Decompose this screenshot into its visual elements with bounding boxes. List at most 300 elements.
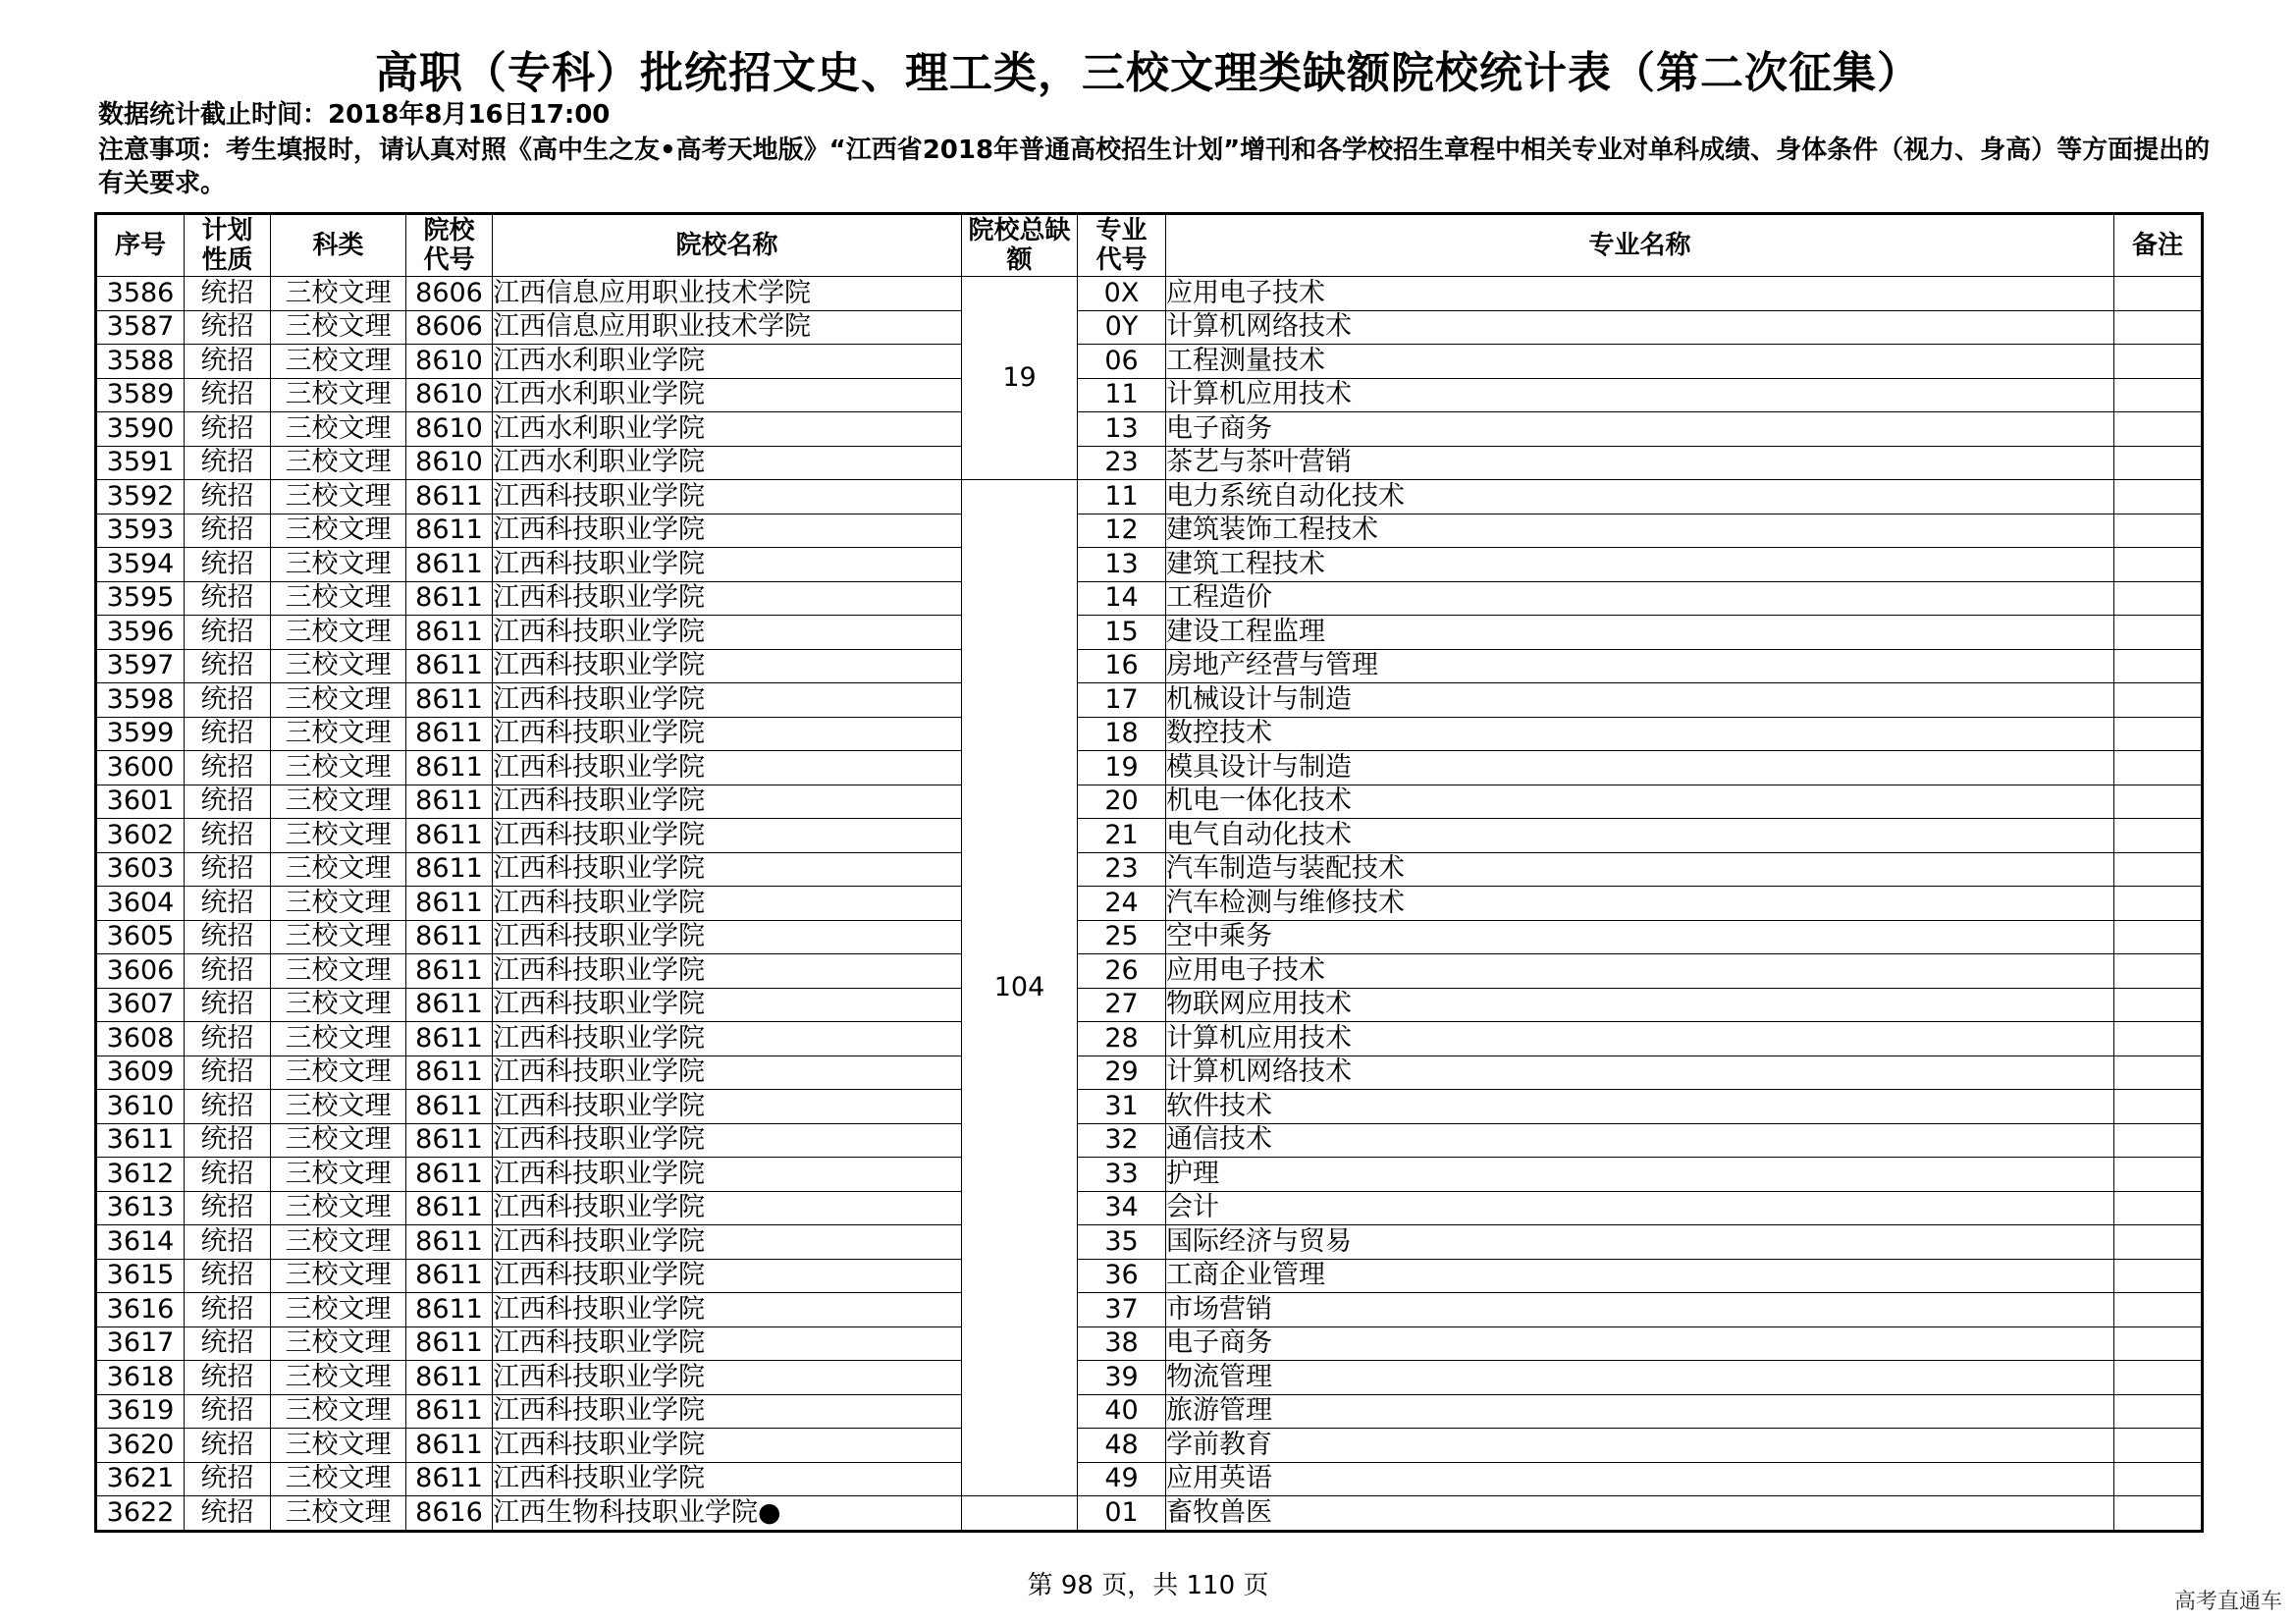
table-row xyxy=(96,1496,2203,1532)
cell-major-name: 建筑工程技术 xyxy=(1166,548,2114,582)
cell-school-name: 江西科技职业学院 xyxy=(493,1158,962,1192)
cell-note xyxy=(2114,1123,2203,1158)
table-row xyxy=(96,1462,2203,1496)
cell-plan: 统招 xyxy=(185,1191,271,1225)
table-row xyxy=(96,1123,2203,1158)
cell-school-name: 江西科技职业学院 xyxy=(493,920,962,954)
cell-major-code: 38 xyxy=(1078,1326,1166,1361)
cell-major-name: 旅游管理 xyxy=(1166,1394,2114,1429)
cell-major-code: 19 xyxy=(1078,751,1166,785)
cell-plan: 统招 xyxy=(185,1259,271,1293)
cell-school-name: 江西科技职业学院 xyxy=(493,1326,962,1361)
cell-seq: 3589 xyxy=(96,378,185,412)
cell-major-code: 36 xyxy=(1078,1259,1166,1293)
cell-school-code: 8611 xyxy=(406,581,493,616)
header-category: 科类 xyxy=(271,214,406,277)
cell-seq: 3587 xyxy=(96,310,185,345)
cell-major-code: 28 xyxy=(1078,1022,1166,1056)
cell-category: 三校文理 xyxy=(271,1191,406,1225)
cell-plan: 统招 xyxy=(185,1326,271,1361)
cell-major-code: 31 xyxy=(1078,1090,1166,1124)
table-row xyxy=(96,988,2203,1022)
cell-seq: 3592 xyxy=(96,480,185,514)
cell-plan: 统招 xyxy=(185,1429,271,1463)
cell-category: 三校文理 xyxy=(271,988,406,1022)
table-row xyxy=(96,887,2203,921)
cell-plan: 统招 xyxy=(185,1123,271,1158)
header-note: 备注 xyxy=(2114,214,2203,277)
cell-seq: 3612 xyxy=(96,1158,185,1192)
cell-school-code: 8606 xyxy=(406,277,493,311)
cell-seq: 3608 xyxy=(96,1022,185,1056)
cell-note xyxy=(2114,887,2203,921)
cell-school-name: 江西科技职业学院 xyxy=(493,751,962,785)
cell-school-code: 8610 xyxy=(406,378,493,412)
cell-plan: 统招 xyxy=(185,954,271,989)
cell-category: 三校文理 xyxy=(271,1326,406,1361)
cell-school-name: 江西科技职业学院 xyxy=(493,887,962,921)
table-row xyxy=(96,277,2203,311)
cell-major-code: 34 xyxy=(1078,1191,1166,1225)
cell-seq: 3610 xyxy=(96,1090,185,1124)
cell-major-code: 33 xyxy=(1078,1158,1166,1192)
cell-major-name: 电力系统自动化技术 xyxy=(1166,480,2114,514)
cell-category: 三校文理 xyxy=(271,1361,406,1395)
cell-seq: 3613 xyxy=(96,1191,185,1225)
cell-seq: 3591 xyxy=(96,446,185,480)
table-row xyxy=(96,649,2203,683)
cell-seq: 3593 xyxy=(96,514,185,548)
cell-plan: 统招 xyxy=(185,649,271,683)
cell-major-code: 01 xyxy=(1078,1496,1166,1532)
cell-note xyxy=(2114,1022,2203,1056)
cell-school-name: 江西科技职业学院 xyxy=(493,480,962,514)
cell-seq: 3602 xyxy=(96,819,185,853)
cell-school-code: 8610 xyxy=(406,446,493,480)
cell-note xyxy=(2114,616,2203,650)
cell-school-code: 8611 xyxy=(406,1225,493,1260)
cell-plan: 统招 xyxy=(185,345,271,379)
cell-school-code: 8611 xyxy=(406,683,493,718)
table-row xyxy=(96,1293,2203,1327)
cell-school-code: 8611 xyxy=(406,1090,493,1124)
cell-major-name: 市场营销 xyxy=(1166,1293,2114,1327)
cell-plan: 统招 xyxy=(185,480,271,514)
cell-major-name: 软件技术 xyxy=(1166,1090,2114,1124)
cell-major-code: 29 xyxy=(1078,1056,1166,1090)
cell-school-code: 8611 xyxy=(406,1429,493,1463)
cell-category: 三校文理 xyxy=(271,514,406,548)
table-row xyxy=(96,920,2203,954)
cell-plan: 统招 xyxy=(185,1293,271,1327)
table-row xyxy=(96,1056,2203,1090)
cell-note xyxy=(2114,751,2203,785)
cell-school-code: 8611 xyxy=(406,514,493,548)
cell-plan: 统招 xyxy=(185,785,271,819)
cell-total-vacancy: 19 xyxy=(962,277,1078,480)
cell-plan: 统招 xyxy=(185,310,271,345)
cell-school-name: 江西水利职业学院 xyxy=(493,345,962,379)
vacancy-table xyxy=(94,212,2204,1533)
cell-seq: 3622 xyxy=(96,1496,185,1532)
cell-seq: 3597 xyxy=(96,649,185,683)
cell-seq: 3600 xyxy=(96,751,185,785)
cell-major-name: 机械设计与制造 xyxy=(1166,683,2114,718)
cell-major-name: 通信技术 xyxy=(1166,1123,2114,1158)
cell-seq: 3588 xyxy=(96,345,185,379)
table-row xyxy=(96,1326,2203,1361)
cell-major-code: 0Y xyxy=(1078,310,1166,345)
cell-school-code: 8611 xyxy=(406,548,493,582)
cell-note xyxy=(2114,1090,2203,1124)
cell-plan: 统招 xyxy=(185,1394,271,1429)
table-row xyxy=(96,581,2203,616)
cell-seq: 3590 xyxy=(96,412,185,447)
cell-plan: 统招 xyxy=(185,988,271,1022)
page-number: 第 98 页，共 110 页 xyxy=(1027,1571,1269,1600)
header-total-vacancy: 院校总缺额 xyxy=(962,214,1078,277)
cell-school-name: 江西水利职业学院 xyxy=(493,446,962,480)
cell-school-name: 江西科技职业学院 xyxy=(493,1462,962,1496)
cell-school-code: 8611 xyxy=(406,988,493,1022)
cell-major-name: 数控技术 xyxy=(1166,717,2114,751)
table-row xyxy=(96,819,2203,853)
cell-major-name: 计算机应用技术 xyxy=(1166,378,2114,412)
cell-school-code: 8611 xyxy=(406,717,493,751)
table-row xyxy=(96,446,2203,480)
table-row xyxy=(96,954,2203,989)
table-row xyxy=(96,683,2203,718)
cell-major-code: 0X xyxy=(1078,277,1166,311)
cell-note xyxy=(2114,548,2203,582)
cell-note xyxy=(2114,1326,2203,1361)
cell-school-name: 江西科技职业学院 xyxy=(493,1293,962,1327)
cell-major-name: 应用电子技术 xyxy=(1166,277,2114,311)
cell-school-code: 8611 xyxy=(406,649,493,683)
cell-major-name: 会计 xyxy=(1166,1191,2114,1225)
cell-plan: 统招 xyxy=(185,1361,271,1395)
cell-major-name: 电气自动化技术 xyxy=(1166,819,2114,853)
cell-major-name: 茶艺与茶叶营销 xyxy=(1166,446,2114,480)
cell-major-name: 电子商务 xyxy=(1166,412,2114,447)
cell-major-name: 计算机应用技术 xyxy=(1166,1022,2114,1056)
cell-category: 三校文理 xyxy=(271,1496,406,1532)
cell-category: 三校文理 xyxy=(271,887,406,921)
table-row xyxy=(96,1158,2203,1192)
cell-category: 三校文理 xyxy=(271,581,406,616)
cell-seq: 3586 xyxy=(96,277,185,311)
cell-category: 三校文理 xyxy=(271,1022,406,1056)
cell-seq: 3605 xyxy=(96,920,185,954)
cell-seq: 3619 xyxy=(96,1394,185,1429)
cell-major-code: 16 xyxy=(1078,649,1166,683)
cell-note xyxy=(2114,683,2203,718)
header-plan: 计划性质 xyxy=(185,214,271,277)
cell-major-name: 汽车制造与装配技术 xyxy=(1166,852,2114,887)
cell-major-name: 应用电子技术 xyxy=(1166,954,2114,989)
cell-seq: 3607 xyxy=(96,988,185,1022)
cell-seq: 3606 xyxy=(96,954,185,989)
cell-category: 三校文理 xyxy=(271,1293,406,1327)
cell-major-name: 计算机网络技术 xyxy=(1166,1056,2114,1090)
cell-category: 三校文理 xyxy=(271,310,406,345)
cell-school-code: 8611 xyxy=(406,1123,493,1158)
cell-category: 三校文理 xyxy=(271,345,406,379)
table-row xyxy=(96,1259,2203,1293)
cell-school-code: 8611 xyxy=(406,1022,493,1056)
cell-major-name: 电子商务 xyxy=(1166,1326,2114,1361)
watermark: 高考直通车 xyxy=(2173,1590,2282,1614)
cell-school-name: 江西科技职业学院 xyxy=(493,548,962,582)
cell-major-code: 23 xyxy=(1078,446,1166,480)
cell-major-code: 18 xyxy=(1078,717,1166,751)
cell-school-code: 8611 xyxy=(406,819,493,853)
table-row xyxy=(96,412,2203,447)
cell-major-code: 25 xyxy=(1078,920,1166,954)
cell-plan: 统招 xyxy=(185,412,271,447)
cell-plan: 统招 xyxy=(185,1022,271,1056)
cell-major-name: 建设工程监理 xyxy=(1166,616,2114,650)
cell-note xyxy=(2114,412,2203,447)
cell-major-name: 空中乘务 xyxy=(1166,920,2114,954)
cell-school-code: 8611 xyxy=(406,1191,493,1225)
cell-note xyxy=(2114,717,2203,751)
cell-school-name: 江西科技职业学院 xyxy=(493,1123,962,1158)
cell-note xyxy=(2114,345,2203,379)
cell-plan: 统招 xyxy=(185,378,271,412)
cell-note xyxy=(2114,1293,2203,1327)
cell-seq: 3618 xyxy=(96,1361,185,1395)
cell-major-name: 畜牧兽医 xyxy=(1166,1496,2114,1532)
cell-school-code: 8610 xyxy=(406,345,493,379)
cell-school-name: 江西科技职业学院 xyxy=(493,1056,962,1090)
cell-major-name: 工程测量技术 xyxy=(1166,345,2114,379)
table-row xyxy=(96,616,2203,650)
cell-category: 三校文理 xyxy=(271,819,406,853)
cell-school-code: 8611 xyxy=(406,920,493,954)
table-row xyxy=(96,1090,2203,1124)
table-row xyxy=(96,480,2203,514)
cell-seq: 3603 xyxy=(96,852,185,887)
cell-plan: 统招 xyxy=(185,1056,271,1090)
cell-school-name: 江西科技职业学院 xyxy=(493,1191,962,1225)
cell-school-name: 江西科技职业学院 xyxy=(493,1090,962,1124)
cell-major-name: 应用英语 xyxy=(1166,1462,2114,1496)
cell-category: 三校文理 xyxy=(271,852,406,887)
cell-major-code: 15 xyxy=(1078,616,1166,650)
table-row xyxy=(96,310,2203,345)
cell-plan: 统招 xyxy=(185,717,271,751)
cell-major-name: 工程造价 xyxy=(1166,581,2114,616)
deadline-text: 数据统计截止时间：2018年8月16日17:00 xyxy=(98,100,611,130)
header-seq: 序号 xyxy=(96,214,185,277)
table-row xyxy=(96,1429,2203,1463)
cell-category: 三校文理 xyxy=(271,480,406,514)
table-row xyxy=(96,1191,2203,1225)
cell-note xyxy=(2114,1462,2203,1496)
table-row xyxy=(96,1225,2203,1260)
cell-plan: 统招 xyxy=(185,616,271,650)
cell-note xyxy=(2114,1394,2203,1429)
cell-note xyxy=(2114,1225,2203,1260)
cell-plan: 统招 xyxy=(185,1225,271,1260)
cell-seq: 3617 xyxy=(96,1326,185,1361)
cell-school-name: 江西科技职业学院 xyxy=(493,649,962,683)
cell-major-code: 14 xyxy=(1078,581,1166,616)
cell-plan: 统招 xyxy=(185,1090,271,1124)
cell-plan: 统招 xyxy=(185,819,271,853)
cell-major-code: 35 xyxy=(1078,1225,1166,1260)
cell-plan: 统招 xyxy=(185,1158,271,1192)
cell-note xyxy=(2114,446,2203,480)
cell-category: 三校文理 xyxy=(271,1090,406,1124)
cell-school-name: 江西科技职业学院 xyxy=(493,1394,962,1429)
header-school-code: 院校代号 xyxy=(406,214,493,277)
cell-total-vacancy xyxy=(962,1496,1078,1532)
cell-school-code: 8611 xyxy=(406,480,493,514)
cell-major-code: 21 xyxy=(1078,819,1166,853)
cell-major-code: 49 xyxy=(1078,1462,1166,1496)
cell-note xyxy=(2114,378,2203,412)
cell-school-code: 8611 xyxy=(406,852,493,887)
cell-major-code: 12 xyxy=(1078,514,1166,548)
cell-school-name: 江西科技职业学院 xyxy=(493,819,962,853)
cell-school-code: 8606 xyxy=(406,310,493,345)
cell-note xyxy=(2114,514,2203,548)
cell-seq: 3614 xyxy=(96,1225,185,1260)
cell-seq: 3621 xyxy=(96,1462,185,1496)
table-row xyxy=(96,1394,2203,1429)
cell-school-name: 江西科技职业学院 xyxy=(493,1022,962,1056)
cell-note xyxy=(2114,581,2203,616)
cell-school-code: 8611 xyxy=(406,1394,493,1429)
cell-school-code: 8611 xyxy=(406,1259,493,1293)
cell-category: 三校文理 xyxy=(271,649,406,683)
cell-school-name: 江西科技职业学院 xyxy=(493,1361,962,1395)
cell-school-code: 8611 xyxy=(406,1158,493,1192)
cell-major-name: 工商企业管理 xyxy=(1166,1259,2114,1293)
cell-plan: 统招 xyxy=(185,514,271,548)
cell-seq: 3601 xyxy=(96,785,185,819)
cell-major-code: 20 xyxy=(1078,785,1166,819)
cell-major-code: 11 xyxy=(1078,480,1166,514)
cell-plan: 统招 xyxy=(185,887,271,921)
cell-major-code: 39 xyxy=(1078,1361,1166,1395)
cell-note xyxy=(2114,852,2203,887)
cell-category: 三校文理 xyxy=(271,717,406,751)
cell-school-name: 江西生物科技职业学院● xyxy=(493,1496,962,1532)
cell-school-name: 江西科技职业学院 xyxy=(493,1429,962,1463)
cell-category: 三校文理 xyxy=(271,412,406,447)
cell-seq: 3598 xyxy=(96,683,185,718)
cell-note xyxy=(2114,920,2203,954)
cell-note xyxy=(2114,1496,2203,1532)
cell-category: 三校文理 xyxy=(271,1123,406,1158)
cell-school-name: 江西科技职业学院 xyxy=(493,852,962,887)
cell-major-code: 26 xyxy=(1078,954,1166,989)
cell-note xyxy=(2114,1429,2203,1463)
cell-school-name: 江西科技职业学院 xyxy=(493,514,962,548)
cell-major-name: 物联网应用技术 xyxy=(1166,988,2114,1022)
cell-major-code: 37 xyxy=(1078,1293,1166,1327)
table-header-row xyxy=(96,214,2203,277)
cell-note xyxy=(2114,277,2203,311)
cell-plan: 统招 xyxy=(185,581,271,616)
cell-plan: 统招 xyxy=(185,548,271,582)
cell-major-code: 13 xyxy=(1078,548,1166,582)
cell-note xyxy=(2114,1259,2203,1293)
cell-plan: 统招 xyxy=(185,920,271,954)
cell-plan: 统招 xyxy=(185,852,271,887)
cell-major-name: 计算机网络技术 xyxy=(1166,310,2114,345)
table-row xyxy=(96,378,2203,412)
table-row xyxy=(96,548,2203,582)
cell-major-name: 模具设计与制造 xyxy=(1166,751,2114,785)
cell-school-code: 8611 xyxy=(406,785,493,819)
cell-plan: 统招 xyxy=(185,277,271,311)
header-school-name: 院校名称 xyxy=(493,214,962,277)
cell-note xyxy=(2114,310,2203,345)
cell-category: 三校文理 xyxy=(271,1225,406,1260)
cell-major-name: 物流管理 xyxy=(1166,1361,2114,1395)
cell-school-name: 江西科技职业学院 xyxy=(493,785,962,819)
cell-plan: 统招 xyxy=(185,683,271,718)
table-row xyxy=(96,785,2203,819)
cell-school-code: 8611 xyxy=(406,1462,493,1496)
cell-seq: 3620 xyxy=(96,1429,185,1463)
cell-school-code: 8611 xyxy=(406,1056,493,1090)
cell-category: 三校文理 xyxy=(271,1056,406,1090)
cell-major-name: 机电一体化技术 xyxy=(1166,785,2114,819)
notice-text: 注意事项：考生填报时，请认真对照《高中生之友•高考天地版》“江西省2018年普通高校招生计划”增刊和各学校招生章程中相关专业对单科成绩、身体条件（视力、身高）等方面提出的有关要求。 xyxy=(98,135,2211,198)
cell-note xyxy=(2114,1056,2203,1090)
cell-school-name: 江西水利职业学院 xyxy=(493,378,962,412)
cell-school-code: 8611 xyxy=(406,954,493,989)
cell-school-name: 江西科技职业学院 xyxy=(493,954,962,989)
cell-category: 三校文理 xyxy=(271,1394,406,1429)
table-row xyxy=(96,717,2203,751)
cell-major-name: 建筑装饰工程技术 xyxy=(1166,514,2114,548)
table-row xyxy=(96,514,2203,548)
cell-category: 三校文理 xyxy=(271,378,406,412)
cell-category: 三校文理 xyxy=(271,1158,406,1192)
cell-school-name: 江西科技职业学院 xyxy=(493,1225,962,1260)
cell-major-code: 23 xyxy=(1078,852,1166,887)
cell-major-code: 48 xyxy=(1078,1429,1166,1463)
cell-major-name: 学前教育 xyxy=(1166,1429,2114,1463)
cell-seq: 3599 xyxy=(96,717,185,751)
cell-seq: 3616 xyxy=(96,1293,185,1327)
table-row xyxy=(96,1361,2203,1395)
cell-major-name: 护理 xyxy=(1166,1158,2114,1192)
table-row xyxy=(96,345,2203,379)
table-row xyxy=(96,751,2203,785)
cell-school-code: 8611 xyxy=(406,1326,493,1361)
cell-note xyxy=(2114,819,2203,853)
cell-major-code: 11 xyxy=(1078,378,1166,412)
cell-note xyxy=(2114,988,2203,1022)
cell-seq: 3615 xyxy=(96,1259,185,1293)
cell-plan: 统招 xyxy=(185,751,271,785)
cell-category: 三校文理 xyxy=(271,1259,406,1293)
table-row xyxy=(96,852,2203,887)
cell-school-code: 8611 xyxy=(406,1293,493,1327)
cell-school-code: 8616 xyxy=(406,1496,493,1532)
cell-category: 三校文理 xyxy=(271,1429,406,1463)
cell-school-name: 江西科技职业学院 xyxy=(493,616,962,650)
table-row xyxy=(96,1022,2203,1056)
cell-school-name: 江西信息应用职业技术学院 xyxy=(493,277,962,311)
